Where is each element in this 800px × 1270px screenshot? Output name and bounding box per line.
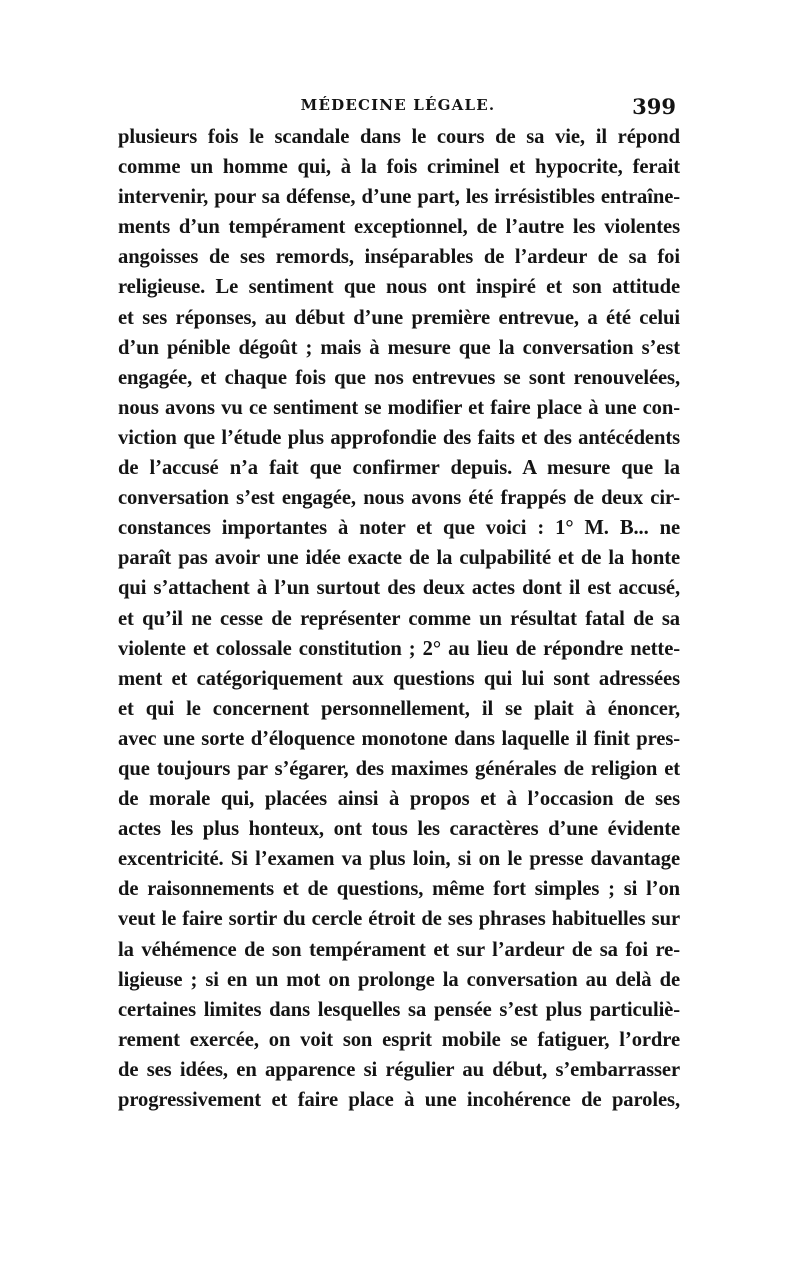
text-line: viction que l’étude plus approfondie des faits et des antécédents: [118, 426, 680, 449]
running-header: [118, 94, 678, 124]
text-line: nous avons vu ce sentiment se modifier et faire place à une con-: [118, 396, 680, 419]
text-line: que toujours par s’égarer, des maximes générales de religion et: [118, 757, 680, 780]
text-line: rement exercée, on voit son esprit mobile se fatiguer, l’ordre: [118, 1028, 680, 1051]
text-line: ments d’un tempérament exceptionnel, de l’autre les violentes: [118, 216, 680, 239]
text-line: certaines limites dans lesquelles sa pensée s’est plus particuliè-: [118, 998, 680, 1021]
text-line: plusieurs fois le scandale dans le cours de sa vie, il répond: [118, 126, 680, 148]
text-line: actes les plus honteux, ont tous les caractères d’une évidente: [118, 818, 680, 841]
text-line: de ses idées, en apparence si régulier au début, s’embarrasser: [118, 1058, 680, 1081]
text-line: et qui le concernent personnellement, il se plait à énoncer,: [118, 697, 680, 720]
text-line: ment et catégoriquement aux questions qui lui sont adressées: [118, 667, 680, 690]
text-line: et ses réponses, au début d’une première entrevue, a été celui: [118, 306, 680, 329]
text-line: engagée, et chaque fois que nos entrevues se sont renouvelées,: [118, 366, 680, 389]
text-line: constances importantes à noter et que voici : 1° M. B... ne: [118, 517, 680, 540]
text-line: intervenir, pour sa défense, d’une part, les irrésistibles entraîne-: [118, 186, 680, 209]
page-number: 399: [632, 94, 676, 119]
text-line: paraît pas avoir une idée exacte de la culpabilité et de la honte: [118, 547, 680, 570]
text-line: conversation s’est engagée, nous avons été frappés de deux cir-: [118, 487, 680, 510]
text-line: qui s’attachent à l’un surtout des deux actes dont il est accusé,: [118, 577, 680, 600]
text-line: angoisses de ses remords, inséparables de l’ardeur de sa foi: [118, 246, 680, 269]
text-line: progressivement et faire place à une incohérence de paroles,: [118, 1089, 680, 1111]
text-line: religieuse. Le sentiment que nous ont inspiré et son attitude: [118, 276, 680, 299]
text-line: comme un homme qui, à la fois criminel et hypocrite, ferait: [118, 156, 680, 179]
text-line: avec une sorte d’éloquence monotone dans laquelle il finit pres-: [118, 727, 680, 750]
text-line: violente et colossale constitution ; 2° au lieu de répondre nette-: [118, 637, 680, 660]
body-text: [118, 122, 680, 1115]
running-title: MÉDECINE LÉGALE.: [300, 96, 496, 114]
text-line: excentricité. Si l’examen va plus loin, si on le presse davantage: [118, 848, 680, 871]
text-line: et qu’il ne cesse de représenter comme un résultat fatal de sa: [118, 607, 680, 630]
text-line: la véhémence de son tempérament et sur l’ardeur de sa foi re-: [118, 938, 680, 961]
text-line: ligieuse ; si en un mot on prolonge la conversation au delà de: [118, 968, 680, 991]
text-line: d’un pénible dégoût ; mais à mesure que la conversation s’est: [118, 336, 680, 359]
text-line: de l’accusé n’a fait que confirmer depuis. A mesure que la: [118, 457, 680, 480]
text-line: veut le faire sortir du cercle étroit de ses phrases habituelles sur: [118, 908, 680, 931]
text-line: de raisonnements et de questions, même fort simples ; si l’on: [118, 878, 680, 901]
text-line: de morale qui, placées ainsi à propos et à l’occasion de ses: [118, 788, 680, 811]
